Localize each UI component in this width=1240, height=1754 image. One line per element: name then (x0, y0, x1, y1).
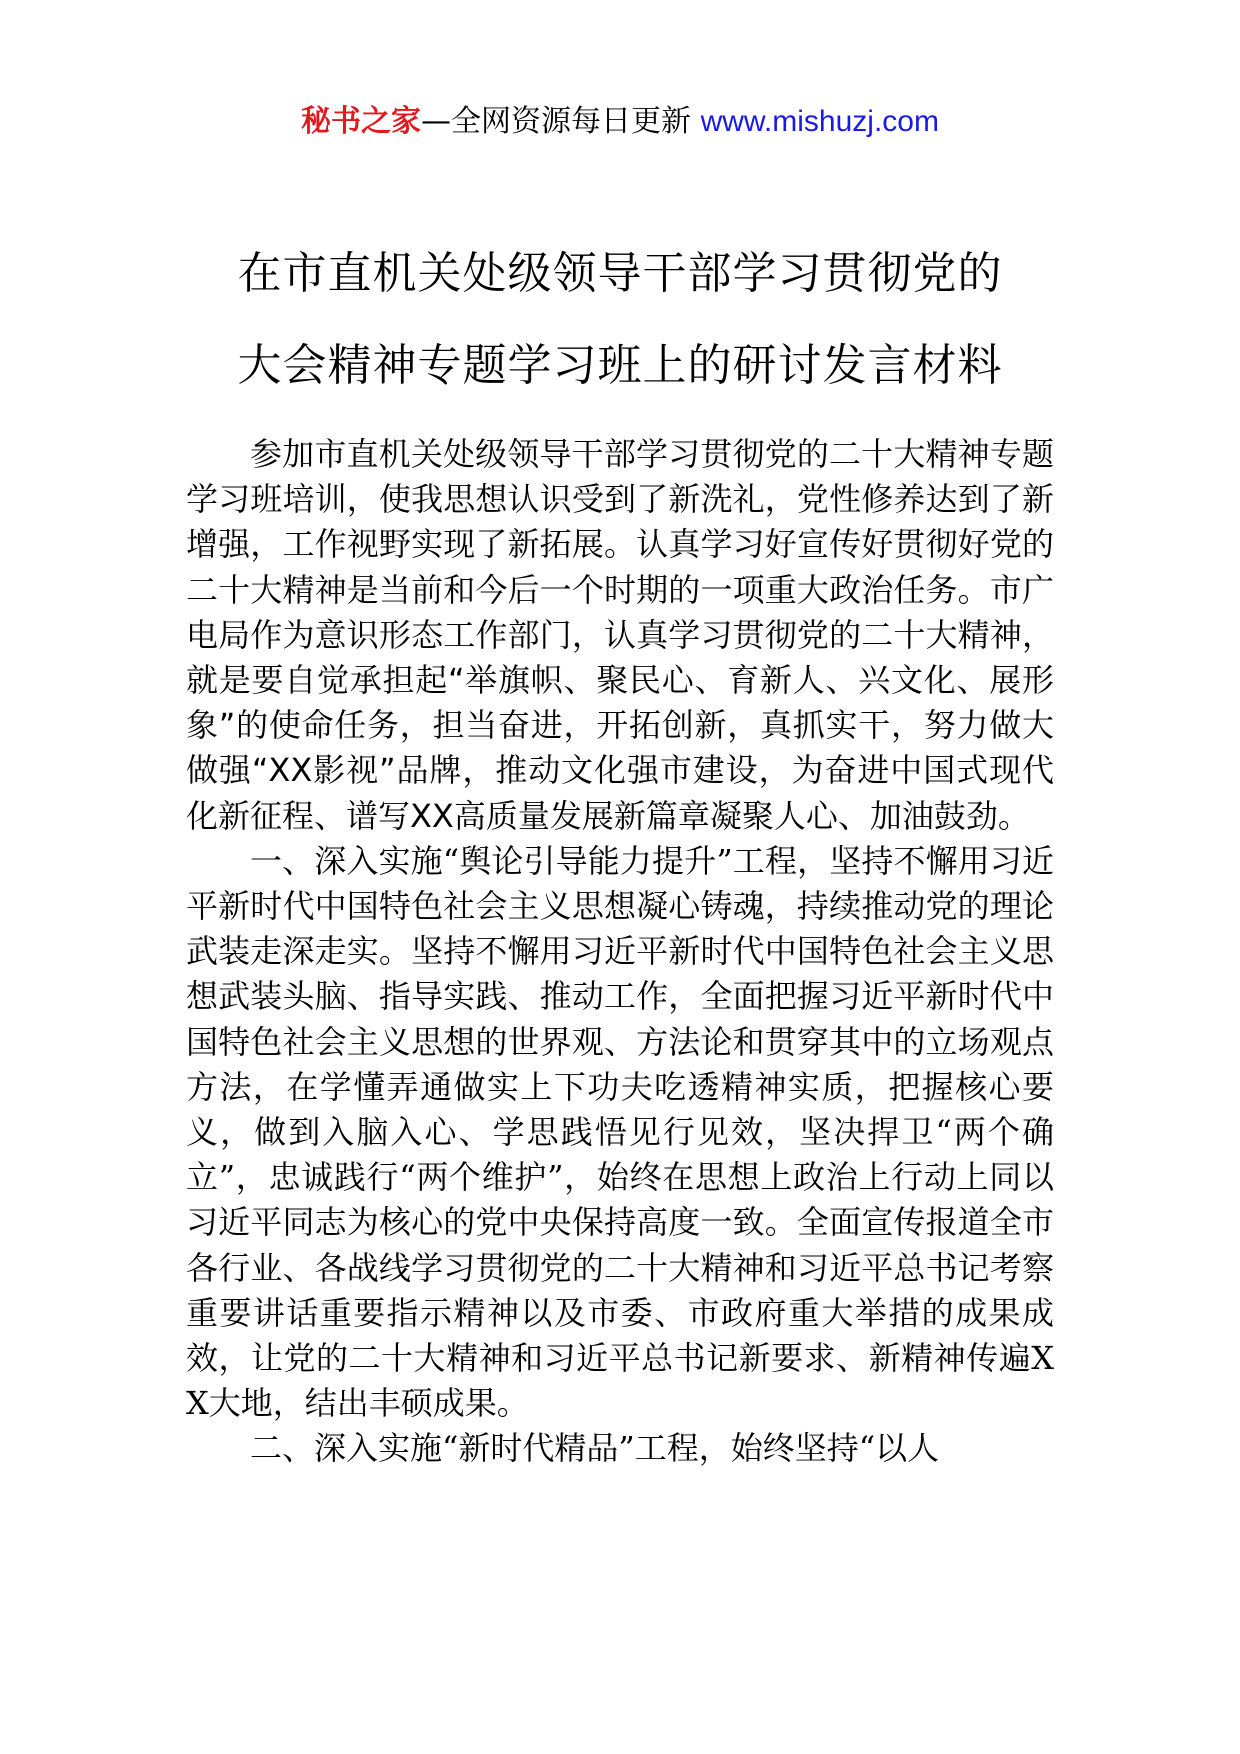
title-line-1: 在市直机关处级领导干部学习贯彻党的 (237, 248, 1003, 299)
section-1-paragraph: 一、深入实施“舆论引导能力提升”工程，坚持不懈用习近平新时代中国特色社会主义思想凝心铸魂，持续推动党的理论武装走深走实。坚持不懈用习近平新时代中国特色社会主义思想武装头脑、指导实践、推动工作，全面把握习近平新时代中国特色社会主义思想的世界观、方法论和贯穿其中的立场观点方法，在学懂弄通做实上下功夫吃透精神实质，把握核心要义，做到入脑入心、学思践悟见行见效，坚决捍卫“两个确立”，忠诚践行“两个维护”，始终在思想上政治上行动上同以习近平同志为核心的党中央保持高度一致。全面宣传报道全市各行业、各战线学习贯彻党的二十大精神和习近平总书记考察重要讲话重要指示精神以及市委、市政府重大举措的成果成效，让党的二十大精神和习近平总书记新要求、新精神传遍XX大地，结出丰硕成果。 (186, 841, 1054, 1423)
site-url-link[interactable]: www.mishuzj.com (700, 105, 939, 138)
site-banner (0, 100, 1240, 144)
site-tagline: —全网资源每日更新 (421, 104, 692, 139)
document-body (186, 432, 1054, 1472)
site-name: 秘书之家 (301, 104, 422, 139)
section-2-paragraph: 二、深入实施“新时代精品”工程，始终坚持“以人 (250, 1429, 940, 1468)
title-line-2: 大会精神专题学习班上的研讨发言材料 (237, 340, 1003, 391)
document-title (150, 228, 1090, 412)
intro-paragraph: 参加市直机关处级领导干部学习贯彻党的二十大精神专题学习班培训，使我思想认识受到了新洗礼，党性修养达到了新增强，工作视野实现了新拓展。认真学习好宣传好贯彻好党的二十大精神是当前和今后一个时期的一项重大政治任务。市广电局作为意识形态工作部门，认真学习贯彻党的二十大精神，就是要自觉承担起“举旗帜、聚民心、育新人、兴文化、展形象”的使命任务，担当奋进，开拓创新，真抓实干，努力做大做强“XX影视”品牌，推动文化强市建设，为奋进中国式现代化新征程、谱写XX高质量发展新篇章凝聚人心、加油鼓劲。 (186, 435, 1054, 835)
